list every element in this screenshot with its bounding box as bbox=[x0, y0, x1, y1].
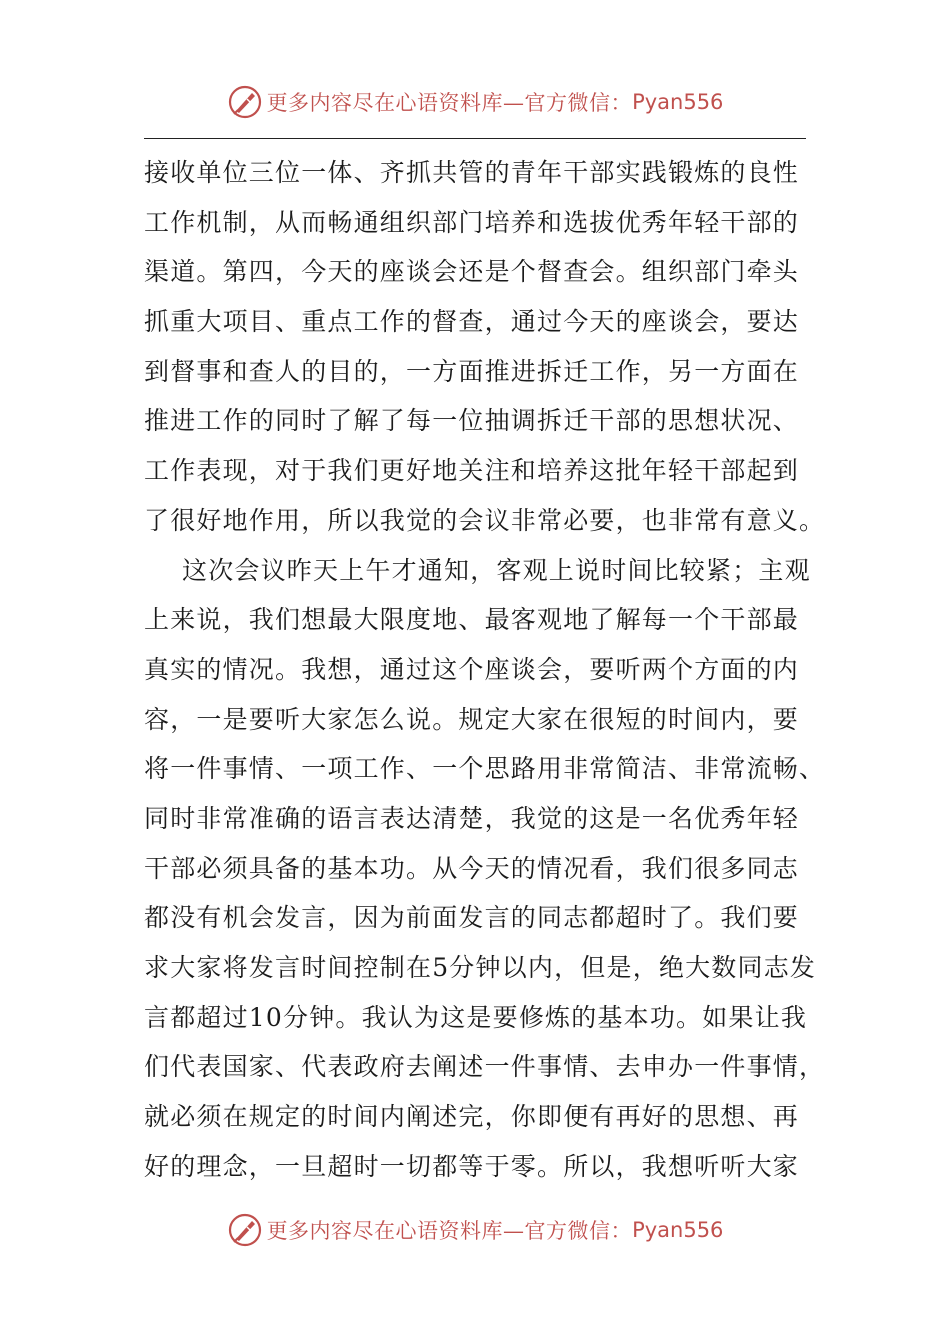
text-line: 渠道。第四，今天的座谈会还是个督查会。组织部门牵头 bbox=[144, 257, 800, 287]
paragraph-start-line: 这次会议昨天上午才通知，客观上说时间比较紧；主观 bbox=[182, 555, 811, 585]
header-banner-text: 更多内容尽在心语资料库—官方微信： bbox=[266, 91, 633, 115]
header-divider bbox=[144, 138, 806, 139]
quill-logo-icon bbox=[227, 1212, 263, 1248]
text-line: 们代表国家、代表政府去阐述一件事情、去申办一件事情， bbox=[144, 1052, 826, 1082]
text-line: 言都超过10分钟。我认为这是要修炼的基本功。如果让我 bbox=[144, 1002, 808, 1032]
text-line: 真实的情况。我想，通过这个座谈会，要听两个方面的内 bbox=[144, 654, 800, 684]
text-line: 干部必须具备的基本功。从今天的情况看，我们很多同志 bbox=[144, 853, 800, 883]
text-line: 推进工作的同时了解了每一位抽调拆迁干部的思想状况、 bbox=[144, 406, 800, 436]
document-body bbox=[144, 148, 826, 1191]
text-line: 将一件事情、一项工作、一个思路用非常简洁、非常流畅、 bbox=[144, 754, 826, 784]
text-line: 接收单位三位一体、齐抓共管的青年干部实践锻炼的良性 bbox=[144, 158, 800, 187]
text-line: 到督事和查人的目的，一方面推进拆迁工作，另一方面在 bbox=[144, 356, 800, 386]
text-line: 了很好地作用，所以我觉的会议非常必要，也非常有意义。 bbox=[144, 505, 826, 535]
header-banner bbox=[0, 80, 950, 124]
text-line: 求大家将发言时间控制在5分钟以内，但是，绝大数同志发 bbox=[144, 953, 817, 982]
text-line: 就必须在规定的时间内阐述完，你即便有再好的思想、再 bbox=[144, 1102, 800, 1132]
footer-banner bbox=[0, 1208, 950, 1252]
text-line: 容，一是要听大家怎么说。规定大家在很短的时间内，要 bbox=[144, 704, 800, 734]
quill-logo-icon bbox=[227, 84, 263, 120]
footer-wechat-id: Pyan556 bbox=[632, 1218, 724, 1242]
text-line: 同时非常准确的语言表达清楚，我觉的这是一名优秀年轻 bbox=[144, 803, 800, 833]
text-line: 都没有机会发言，因为前面发言的同志都超时了。我们要 bbox=[144, 903, 800, 933]
text-line: 上来说，我们想最大限度地、最客观地了解每一个干部最 bbox=[144, 605, 800, 635]
text-line: 工作表现，对于我们更好地关注和培养这批年轻干部起到 bbox=[144, 456, 800, 486]
footer-banner-text: 更多内容尽在心语资料库—官方微信： bbox=[266, 1219, 633, 1243]
text-line: 工作机制，从而畅通组织部门培养和选拔优秀年轻干部的 bbox=[144, 207, 800, 237]
header-wechat-id: Pyan556 bbox=[632, 90, 724, 114]
text-line: 抓重大项目、重点工作的督查，通过今天的座谈会，要达 bbox=[144, 307, 800, 337]
text-line: 好的理念，一旦超时一切都等于零。所以，我想听听大家 bbox=[144, 1151, 800, 1181]
